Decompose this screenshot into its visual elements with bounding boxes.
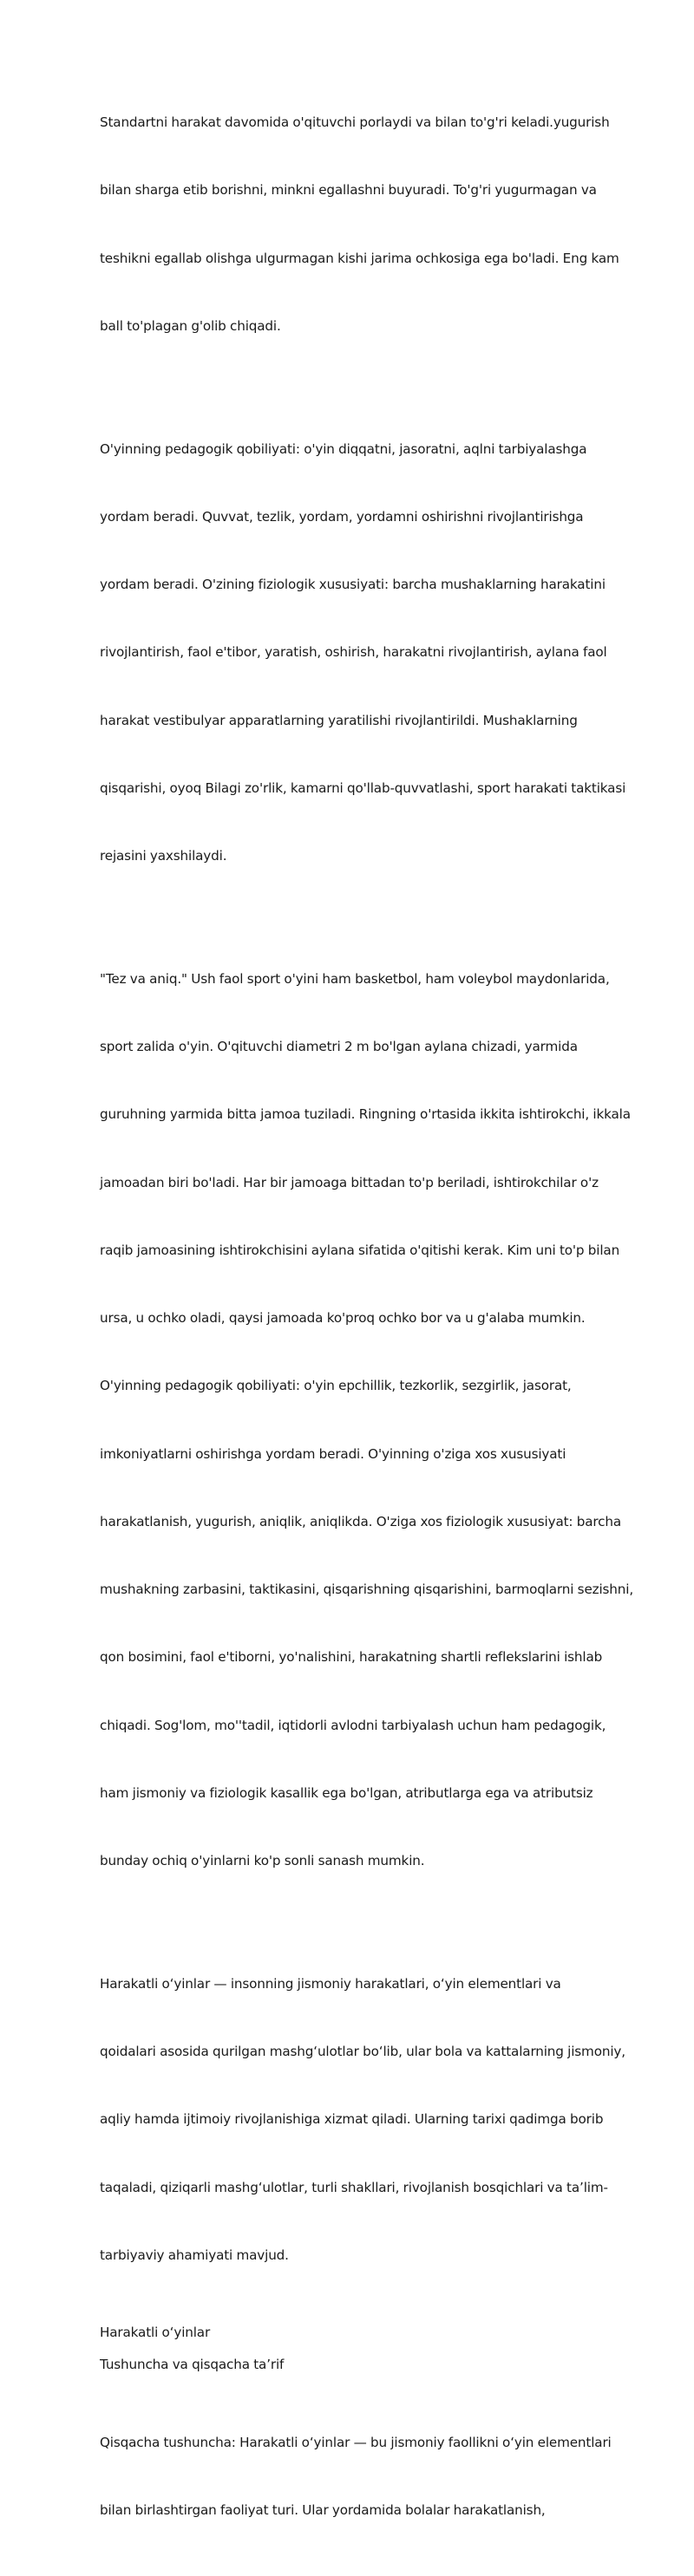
text-line: guruhning yarmida bitta jamoa tuziladi. Ringning o'rtasida ikkita ishtirokchi, ikkala [100, 1106, 631, 1123]
text-line: Qisqacha tushuncha: Harakatli oʻyinlar — bu jismoniy faollikni oʻyin elementlari [100, 2434, 612, 2450]
text-line: jamoadan biri bo'ladi. Har bir jamoaga bittadan to'p beriladi, ishtirokchilar o'z [100, 1174, 599, 1190]
text-line: "Tez va aniq." Ush faol sport o'yini ham basketbol, ham voleybol maydonlarida, [100, 970, 610, 987]
text-line: harakat vestibulyar apparatlarning yaratilishi rivojlantirildi. Mushaklarning [100, 712, 578, 728]
text-line: sport zalida o'yin. O'qituvchi diametri 2 m bo'lgan aylana chizadi, yarmida [100, 1038, 578, 1054]
paragraph-pedagogical-ability [100, 392, 639, 912]
heading-text: Tushuncha va qisqacha taʼrif [100, 2357, 285, 2373]
text-line: O'yinning pedagogik qobiliyati: o'yin epchillik, tezkorlik, sezgirlik, jasorat, [100, 1378, 572, 1394]
paragraph-game-rules [100, 66, 639, 382]
section-heading [100, 2321, 639, 2344]
text-line: rivojlantirish, faol e'tibor, yaratish, oshirish, harakatni rivojlantirish, aylana faol [100, 644, 607, 661]
text-line: bilan sharga etib borishni, minkni egallashni buyuradi. To'g'ri yugurmagan va [100, 182, 597, 199]
text-line: harakatlanish, yugurish, aniqlik, aniqlikda. O'ziga xos fiziologik xususiyat: barcha [100, 1513, 621, 1529]
text-line: rejasini yaxshilaydi. [100, 848, 227, 864]
text-line: bunday ochiq o'yinlarni ko'p sonli sanash mumkin. [100, 1853, 425, 1869]
paragraph-tez-va-aniq [100, 922, 639, 1917]
heading-text: Harakatli oʻyinlar [100, 2325, 211, 2341]
paragraph-harakatli-oyinlar-intro [100, 1927, 639, 2312]
text-line: tarbiyaviy ahamiyati mavjud. [100, 2247, 289, 2263]
text-line: Standartni harakat davomida o'qituvchi porlaydi va bilan to'g'ri keladi.yugurish [100, 114, 610, 131]
text-line: bilan birlashtirgan faoliyat turi. Ular yordamida bolalar harakatlanish, [100, 2501, 546, 2518]
text-line: qisqarishi, oyoq Bilagi zo'rlik, kamarni qo'llab-quvvatlashi, sport harakati taktikasi [100, 779, 626, 796]
text-line: qon bosimini, faol e'tiborni, yo'nalishini, harakatning shartli reflekslarini ishlab [100, 1649, 603, 1666]
text-line: yordam beradi. Quvvat, tezlik, yordam, yordamni oshirishni rivojlantirishga [100, 508, 584, 525]
paragraph-short-definition [100, 2385, 639, 2566]
text-line: yordam beradi. O'zining fiziologik xususiyati: barcha mushaklarning harakatini [100, 577, 606, 593]
text-line: chiqadi. Sog'lom, mo''tadil, iqtidorli avlodni tarbiyalash uchun ham pedagogik, [100, 1717, 606, 1733]
text-line: ham jismoniy va fiziologik kasallik ega bo'lgan, atributlarga ega va atributsiz [100, 1785, 593, 1802]
text-line: aqliy hamda ijtimoiy rivojlanishiga xizmat qiladi. Ularning tarixi qadimga borib [100, 2111, 604, 2128]
document-page [100, 66, 639, 2576]
text-line: teshikni egallab olishga ulgurmagan kishi jarima ochkosiga ega bo'ladi. Eng kam [100, 250, 619, 266]
text-line: qoidalari asosida qurilgan mashgʻulotlar boʻlib, ular bola va kattalarning jismoniy, [100, 2044, 625, 2060]
text-line: taqaladi, qiziqarli mashgʻulotlar, turli shakllari, rivojlanish bosqichlari va taʼlim- [100, 2179, 608, 2195]
text-line: raqib jamoasining ishtirokchisini aylana sifatida o'qitishi kerak. Kim uni to'p bilan [100, 1242, 620, 1258]
subsection-heading [100, 2353, 639, 2376]
text-line: O'yinning pedagogik qobiliyati: o'yin diqqatni, jasoratni, aqlni tarbiyalashga [100, 440, 587, 457]
text-line: Harakatli oʻyinlar — insonning jismoniy harakatlari, oʻyin elementlari va [100, 1975, 561, 1992]
text-line: ball to'plagan g'olib chiqadi. [100, 318, 281, 335]
text-line: imkoniyatlarni oshirishga yordam beradi. O'yinning o'ziga xos xususiyati [100, 1445, 566, 1462]
text-line: ursa, u ochko oladi, qaysi jamoada ko'proq ochko bor va u g'alaba mumkin. [100, 1310, 586, 1327]
text-line: mushakning zarbasini, taktikasini, qisqarishning qisqarishini, barmoqlarni sezishni, [100, 1581, 633, 1598]
